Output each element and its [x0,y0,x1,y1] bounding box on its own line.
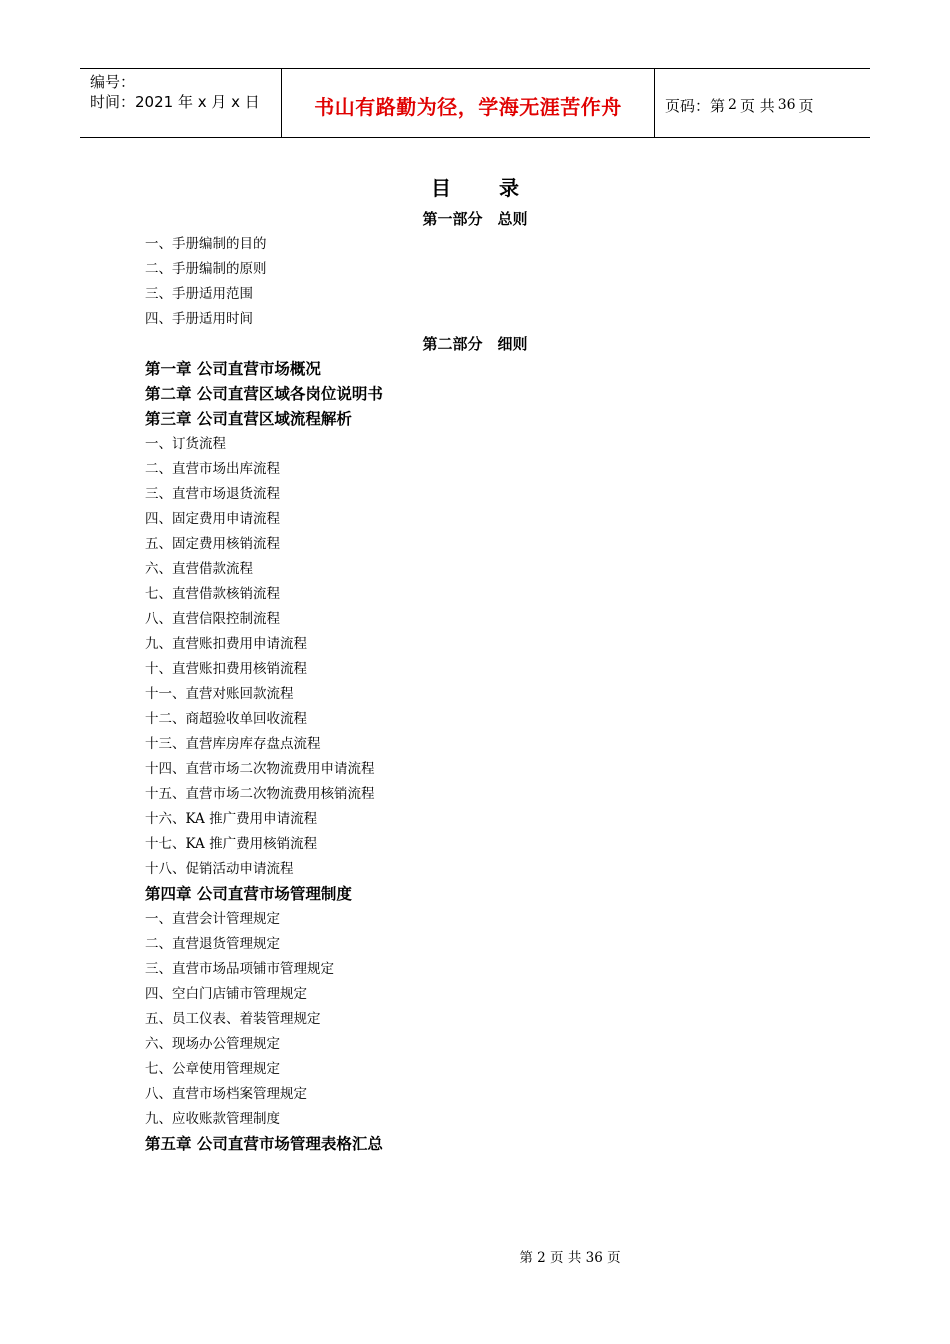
toc-item: 八、直营市场档案管理规定 [145,1086,307,1102]
toc-item: 一、手册编制的目的 [145,236,267,252]
toc-title: 目录 [431,176,567,200]
header-meta [80,69,282,137]
document-number-label: 编号： [90,73,136,91]
toc-chapter-heading: 第一章 公司直营市场概况 [145,360,321,378]
page-current: 2 [728,97,737,113]
toc-item: 十二、商超验收单回收流程 [145,711,307,727]
toc-item: 十六、KA 推广费用申请流程 [145,811,318,827]
header-page-info [655,69,870,137]
document-time-label: 时间：2021 年 x 月 x 日 [90,93,260,111]
toc-item: 十、直营账扣费用核销流程 [145,661,307,677]
toc-item: 十一、直营对账回款流程 [145,686,294,702]
toc-item: 一、直营会计管理规定 [145,911,280,927]
toc-item: 二、手册编制的原则 [145,261,267,277]
toc-part-heading: 第一部分 总则 [422,210,528,228]
page-prefix: 页码：第 [665,96,726,115]
toc-item: 七、直营借款核销流程 [145,586,280,602]
toc-item: 二、直营退货管理规定 [145,936,280,952]
toc-item: 十四、直营市场二次物流费用申请流程 [145,761,375,777]
page-header [80,68,870,138]
toc-item: 八、直营信限控制流程 [145,611,280,627]
toc-item: 一、订货流程 [145,436,226,452]
toc-item: 十三、直营库房库存盘点流程 [145,736,321,752]
page-footer: 第 2 页 共 36 页 [519,1250,621,1266]
toc-chapter-heading: 第三章 公司直营区域流程解析 [145,410,352,428]
toc-item: 十八、促销活动申请流程 [145,861,294,877]
toc-item: 四、空白门店铺市管理规定 [145,986,307,1002]
toc-item: 十五、直营市场二次物流费用核销流程 [145,786,375,802]
toc-item: 十七、KA 推广费用核销流程 [145,836,318,852]
toc-part-heading: 第二部分 细则 [422,335,528,353]
toc-chapter-heading: 第四章 公司直营市场管理制度 [145,885,352,903]
toc-chapter-heading: 第五章 公司直营市场管理表格汇总 [145,1135,383,1153]
toc-item: 四、固定费用申请流程 [145,511,280,527]
toc-item: 九、直营账扣费用申请流程 [145,636,307,652]
toc-item: 三、直营市场品项铺市管理规定 [145,961,334,977]
toc-item: 五、固定费用核销流程 [145,536,280,552]
toc-item: 九、应收账款管理制度 [145,1111,280,1127]
toc-item: 三、手册适用范围 [145,286,253,302]
header-motto-cell [282,69,655,137]
header-motto: 书山有路勤为径，学海无涯苦作舟 [314,94,622,119]
table-of-contents [0,207,950,1157]
toc-item: 七、公章使用管理规定 [145,1061,280,1077]
toc-item: 二、直营市场出库流程 [145,461,280,477]
toc-item: 六、直营借款流程 [145,561,253,577]
toc-item: 四、手册适用时间 [145,311,253,327]
toc-chapter-heading: 第二章 公司直营区域各岗位说明书 [145,385,383,403]
toc-item: 三、直营市场退货流程 [145,486,280,502]
page-suffix: 页 [798,96,814,115]
toc-item: 五、员工仪表、着装管理规定 [145,1011,321,1027]
page-middle: 页 共 [739,96,775,115]
page-total: 36 [777,97,796,113]
toc-item: 六、现场办公管理规定 [145,1036,280,1052]
